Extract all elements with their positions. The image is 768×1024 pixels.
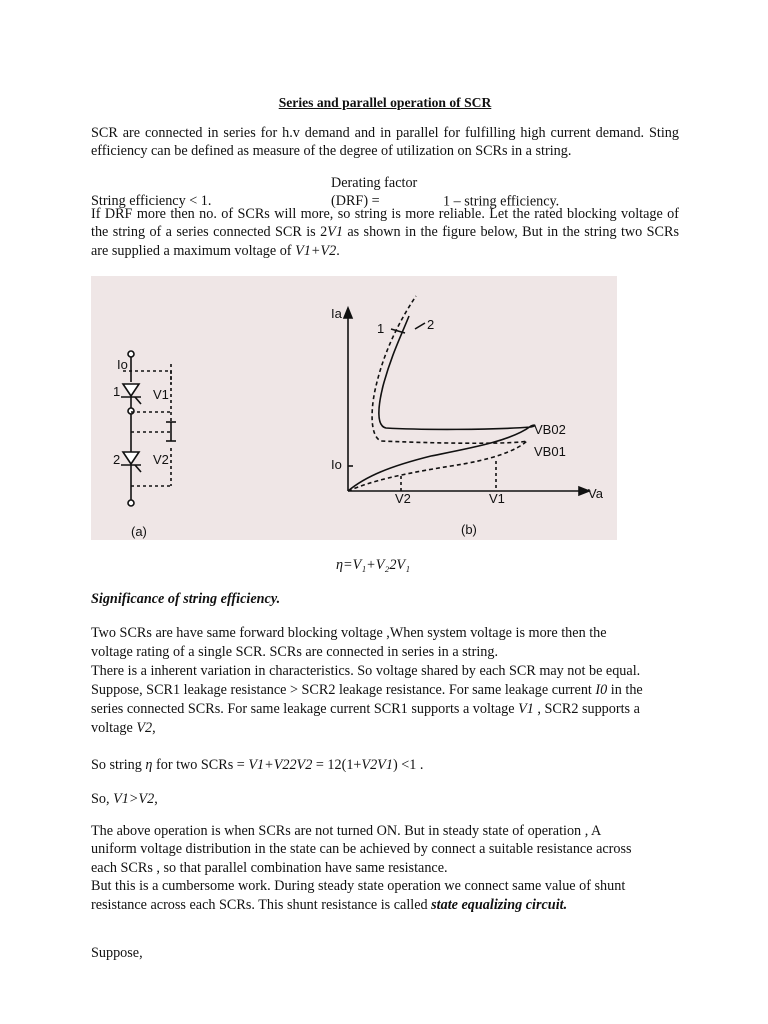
sig-line-4b: in the [607, 682, 643, 698]
string-efficiency-text: String efficiency < 1. [91, 193, 212, 210]
scr1-symbol [123, 384, 139, 396]
scr-figure-svg [91, 276, 617, 540]
significance-heading: Significance of string efficiency. [91, 591, 281, 607]
steady-line-4: But this is a cumbersome work. During steady state operation we connect same value of shunt [91, 878, 626, 895]
string-eta-line [91, 756, 679, 774]
terminal-top [128, 351, 134, 357]
comma-text: , [154, 791, 158, 807]
label-v2-left: V2 [153, 452, 169, 467]
drf-text-3: . [336, 242, 340, 259]
steady-line-1: The above operation is when SCRs are not turned ON. But in steady state of operation , A [91, 823, 602, 839]
sig-line-6 [91, 719, 679, 738]
steady-state-paragraph [91, 822, 679, 914]
sig-line-2: voltage rating of a single SCR. SCRs are connected in series in a string. [91, 644, 499, 660]
sig-line-1: Two SCRs are have same forward blocking voltage ,When system voltage is more then the [91, 625, 607, 641]
label-two: 2 [113, 452, 121, 467]
intro-paragraph: SCR are connected in series for h.v demand and in parallel for fulfilling high current demand. Sting efficiency can be defined as measure of the degree of utilization on SCRs in a string. [91, 125, 679, 160]
label-v1-left: V1 [153, 387, 169, 402]
state-equalizing-term: state equalizing circuit. [431, 896, 568, 913]
string-efficiency-formula: η=V₁+V₂2V₁ [335, 557, 411, 573]
steady-line-3: each SCRs , so that parallel combination have same resistance. [91, 859, 448, 876]
var-i0: I0 [595, 682, 608, 698]
var-v2-sig: V2 [136, 720, 153, 736]
drf-paragraph [91, 205, 679, 260]
eta-text-a: So string [91, 757, 146, 773]
label-curve-1: 1 [377, 321, 385, 336]
drf-text-1: If DRF more then no. of SCRs will more, so string is more reliable. Let the rated blocking voltage of the string of a series connected SCR is 2 [91, 206, 679, 241]
label-io-axis: Io [331, 457, 342, 472]
sig-line-6b: , [152, 720, 156, 736]
eta-text-b: for two SCRs = [152, 757, 249, 773]
drf-text-2: as shown in the figure below, But in the string two SCRs are supplied a maximum voltage of [91, 224, 679, 259]
label-b: (b) [461, 522, 477, 537]
v1-gt-v2-line [91, 790, 679, 808]
sig-line-5 [91, 700, 679, 719]
curve-1 [348, 316, 535, 491]
scr-figure [91, 276, 617, 540]
sig-line-5b: , SCR2 supports a [533, 701, 640, 717]
label-v1-axis: V1 [489, 491, 505, 506]
curve-2 [348, 296, 527, 491]
sig-line-5a: series connected SCRs. For same leakage current SCR1 supports a voltage [91, 701, 519, 717]
suppose-line: Suppose, [91, 945, 143, 961]
eta-text-d: ) <1 . [392, 757, 424, 773]
document-title: Series and parallel operation of SCR [278, 95, 492, 110]
steady-line-2: uniform voltage distribution in the state can be achieved by connect a suitable resistance across [91, 841, 632, 858]
sig-line-4 [91, 681, 679, 700]
so-text: So, [91, 791, 114, 807]
sig-line-3: There is a inherent variation in characteristics. So voltage shared by each SCR may not be equal. [91, 663, 641, 679]
sig-line-4a: Suppose, SCR1 leakage resistance > SCR2 leakage resistance. For same leakage current [91, 682, 596, 698]
label-io-left: Io [117, 357, 128, 372]
eta-symbol: η [145, 757, 153, 773]
drf-value: 1 – string efficiency. [443, 193, 560, 210]
eta-expr-2: V2V1 [361, 757, 393, 773]
var-v1: V1 [327, 224, 343, 241]
label-va: Va [588, 486, 603, 501]
significance-paragraph [91, 624, 679, 738]
scr2-symbol [123, 452, 139, 464]
label-vb02: VB02 [534, 422, 566, 437]
var-v1-sig: V1 [518, 701, 534, 717]
label-v2-axis: V2 [395, 491, 411, 506]
label-a: (a) [131, 524, 147, 539]
drf-label: Derating factor (DRF) = [331, 175, 418, 210]
steady-line-5 [91, 896, 679, 914]
v1-gt-v2-expr: V1>V2 [113, 791, 155, 807]
steady-line-5a: resistance across each SCRs. This shunt resistance is called [91, 896, 432, 913]
label-ia: Ia [331, 306, 342, 321]
var-v1-plus-v2: V1+V2 [295, 242, 337, 259]
terminal-bottom [128, 500, 134, 506]
eta-text-c: = 12(1+ [312, 757, 362, 773]
label-curve-2: 2 [427, 317, 435, 332]
sig-line-6a: voltage [91, 720, 137, 736]
label-one: 1 [113, 384, 121, 399]
label-vb01: VB01 [534, 444, 566, 459]
eta-expr-1: V1+V22V2 [248, 757, 313, 773]
